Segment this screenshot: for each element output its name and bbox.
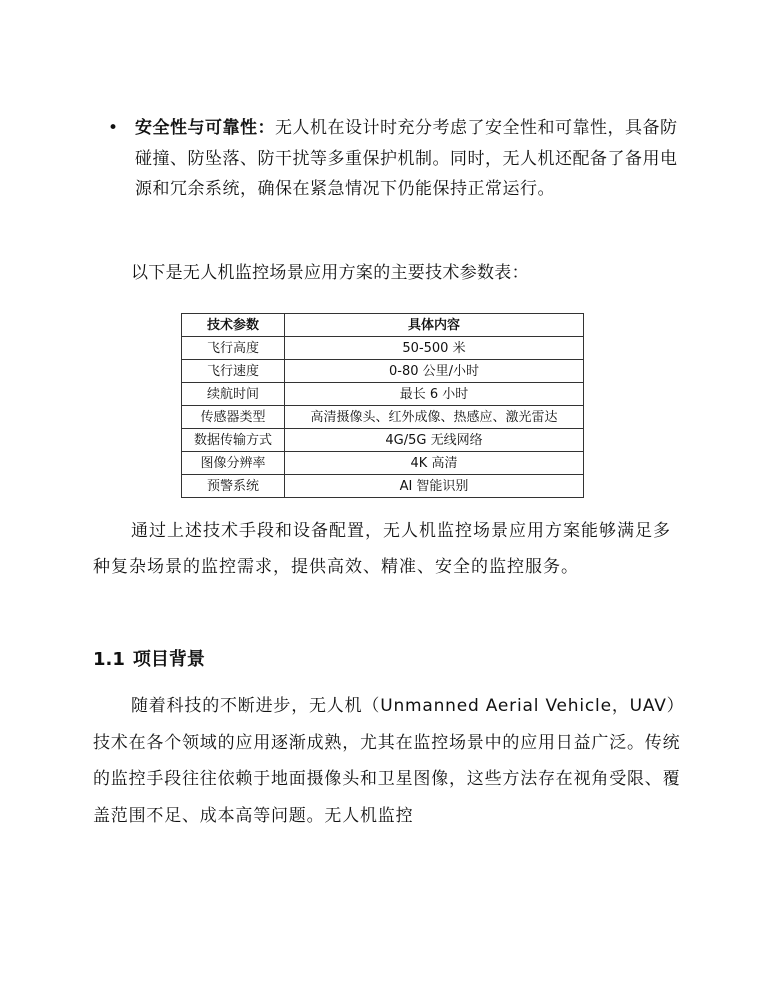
table-row [182, 383, 584, 406]
table-header-cell: 具体内容 [285, 314, 584, 337]
bullet-item-safety [108, 113, 683, 205]
table-row [182, 337, 584, 360]
table-cell: 4K 高清 [285, 452, 584, 475]
table-header-row [182, 314, 584, 337]
bullet-title: 安全性与可靠性 [135, 118, 258, 138]
table-row [182, 475, 584, 498]
table-header-cell: 技术参数 [182, 314, 285, 337]
section-title: 项目背景 [132, 649, 205, 670]
table-cell: AI 智能识别 [285, 475, 584, 498]
table-row [182, 406, 584, 429]
table-row [182, 429, 584, 452]
bullet-marker: • [108, 118, 119, 138]
bullet-colon: ： [257, 118, 275, 138]
conclusion-paragraph: 通过上述技术手段和设备配置，无人机监控场景应用方案能够满足多种复杂场景的监控需求，提供高效、精准、安全的监控服务。 [93, 521, 671, 577]
table-cell: 预警系统 [182, 475, 285, 498]
table-cell: 0-80 公里/小时 [285, 360, 584, 383]
table-cell: 图像分辨率 [182, 452, 285, 475]
background-paragraph: 随着科技的不断进步，无人机（Unmanned Aerial Vehicle，UAV）技术在各个领域的应用逐渐成熟，尤其在监控场景中的应用日益广泛。传统的监控手段往往依赖于地面摄像头和卫星图像，这些方法存在视角受限、覆盖范围不足、成本高等问题。无人机监控 [93, 696, 681, 826]
table-cell: 4G/5G 无线网络 [285, 429, 584, 452]
table-row [182, 452, 584, 475]
table-row [182, 360, 584, 383]
table-cell: 飞行速度 [182, 360, 285, 383]
table-cell: 传感器类型 [182, 406, 285, 429]
section-heading [93, 648, 205, 672]
table-cell: 最长 6 小时 [285, 383, 584, 406]
tech-params-table [181, 313, 584, 498]
table-intro-paragraph: 以下是无人机监控场景应用方案的主要技术参数表： [131, 263, 529, 283]
table-cell: 续航时间 [182, 383, 285, 406]
table-cell: 高清摄像头、红外成像、热感应、激光雷达 [285, 406, 584, 429]
table-cell: 50-500 米 [285, 337, 584, 360]
bullet-body [135, 113, 683, 205]
table-cell: 飞行高度 [182, 337, 285, 360]
table-cell: 数据传输方式 [182, 429, 285, 452]
bullet-text: 无人机在设计时充分考虑了安全性和可靠性，具备防碰撞、防坠落、防干扰等多重保护机制。同时，无人机还配备了备用电源和冗余系统，确保在紧急情况下仍能保持正常运行。 [135, 118, 678, 199]
section-number: 1.1 [93, 649, 125, 670]
